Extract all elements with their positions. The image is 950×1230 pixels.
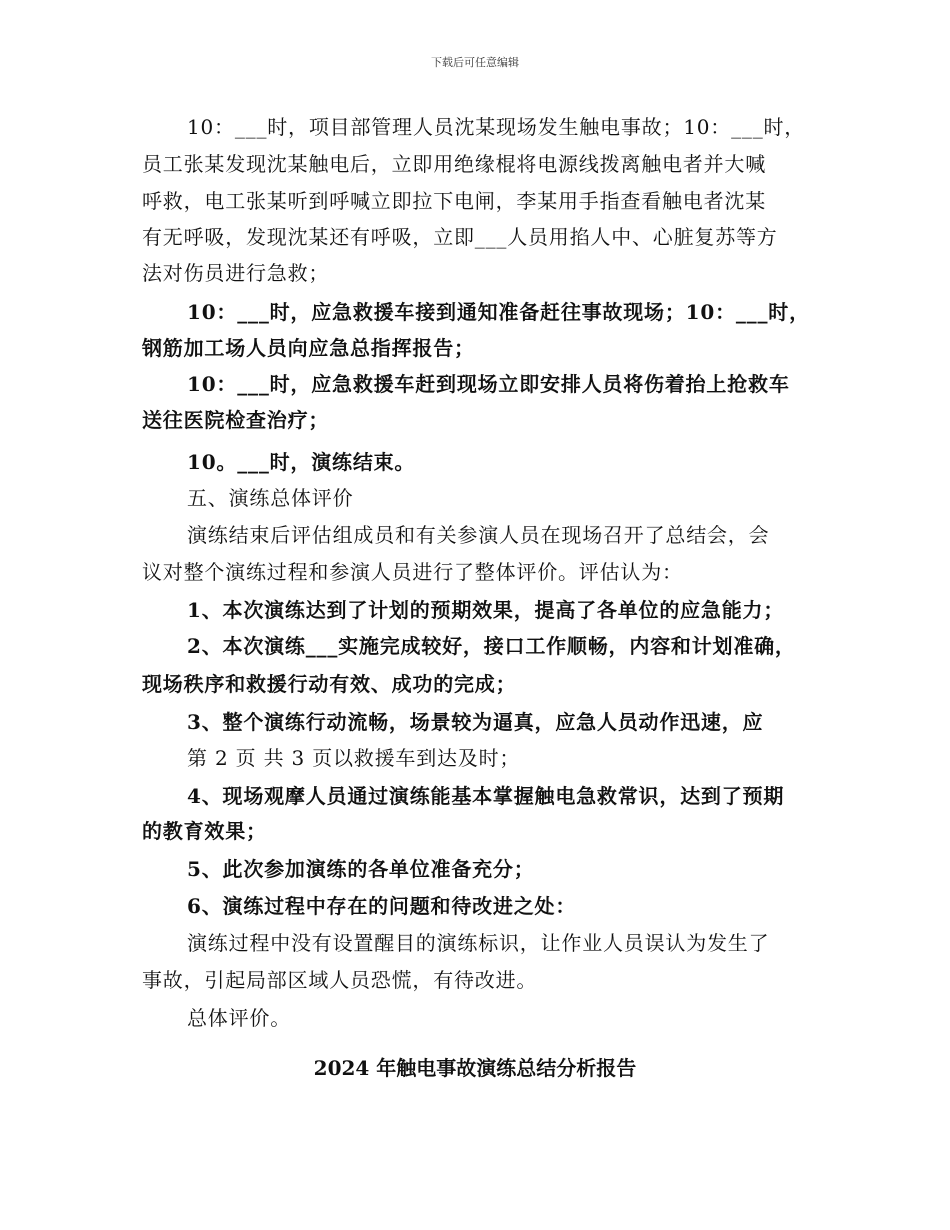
paragraph-line: 钢筋加工场人员向应急总指挥报告； xyxy=(142,336,475,360)
list-item: 6、演练过程中存在的问题和待改进之处： xyxy=(187,894,577,918)
paragraph-line: 演练过程中没有设置醒目的演练标识，让作业人员误认为发生了 xyxy=(187,931,770,955)
paragraph-line: 送往医院检查治疗； xyxy=(142,408,330,432)
paragraph-line: 演练结束后评估组成员和有关参演人员在现场召开了总结会，会 xyxy=(187,523,770,547)
paragraph-line: 10。___时，演练结束。 xyxy=(187,450,416,474)
list-item: 4、现场观摩人员通过演练能基本掌握触电急救常识，达到了预期 xyxy=(187,784,785,808)
paragraph-line: 议对整个演练过程和参演人员进行了整体评价。评估认为： xyxy=(142,560,683,584)
list-item: 5、此次参加演练的各单位准备充分； xyxy=(187,857,535,881)
paragraph-line: 总体评价。 xyxy=(187,1006,291,1030)
paragraph-line: 员工张某发现沈某触电后，立即用绝缘棍将电源线拨离触电者并大喊 xyxy=(142,152,766,176)
paragraph-line: 法对伤员进行急救； xyxy=(142,261,330,285)
page-header: 下载后可任意编辑 xyxy=(431,56,519,69)
document-title: 2024 年触电事故演练总结分析报告 xyxy=(313,1056,637,1080)
paragraph-line: 10：___时，项目部管理人员沈某现场发生触电事故；10：___时， xyxy=(187,115,806,139)
list-item: 3、整个演练行动流畅，场景较为逼真，应急人员动作迅速，应 xyxy=(187,710,764,734)
list-item: 现场秩序和救援行动有效、成功的完成； xyxy=(142,672,517,696)
paragraph-line: 事故，引起局部区域人员恐慌，有待改进。 xyxy=(142,968,538,992)
list-item: 的教育效果； xyxy=(142,819,267,843)
section-heading: 五、演练总体评价 xyxy=(187,486,354,510)
paragraph-line: 10：___时，应急救援车赶到现场立即安排人员将伤着抬上抢救车 xyxy=(187,372,790,396)
paragraph-line: 有无呼吸，发现沈某还有呼吸，立即___人员用掐人中、心脏复苏等方 xyxy=(142,225,778,249)
paragraph-line: 呼救，电工张某听到呼喊立即拉下电闸，李某用手指查看触电者沈某 xyxy=(142,189,766,213)
page-number-line: 第 2 页 共 3 页以救援车到达及时； xyxy=(187,746,521,770)
list-item: 2、本次演练___实施完成较好，接口工作顺畅，内容和计划准确， xyxy=(187,634,796,658)
list-item: 1、本次演练达到了计划的预期效果，提高了各单位的应急能力； xyxy=(187,598,785,622)
paragraph-line: 10：___时，应急救援车接到通知准备赶往事故现场；10：___时， xyxy=(187,300,810,324)
